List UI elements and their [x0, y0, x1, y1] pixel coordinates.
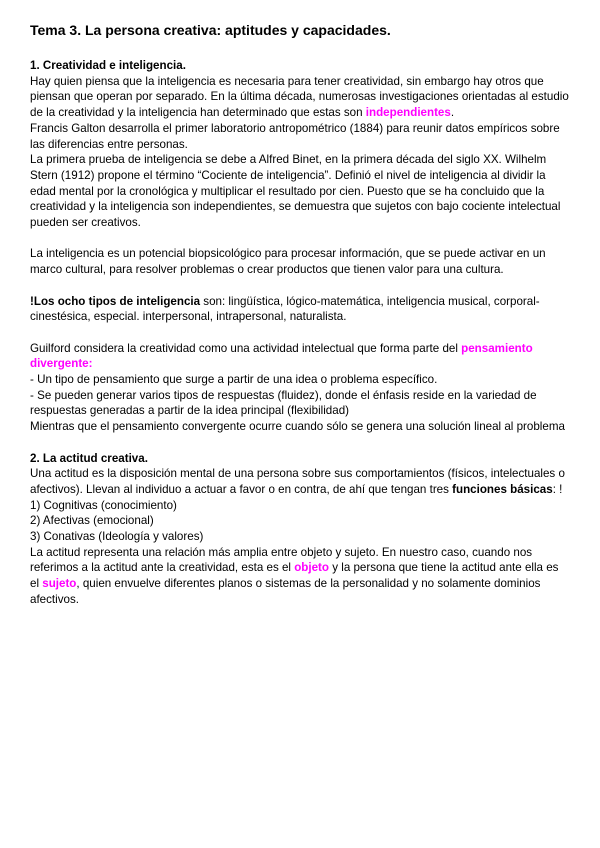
bullet-divergent-1: - Un tipo de pensamiento que surge a partir de una idea o problema específico. — [30, 373, 438, 387]
list-item: 1) Cognitivas (conocimiento) — [30, 498, 177, 512]
paragraph-eight-intelligences: !Los ocho tipos de inteligencia son: lingüística, lógico-matemática, inteligencia musical, corporal-cinestésica, especial. interpersonal, intrapersonal, naturalista. — [30, 294, 540, 324]
list-item: 2) Afectivas (emocional) — [30, 514, 154, 528]
paragraph-guilford: Guilford considera la creatividad como una actividad intelectual que forma parte del pensamiento divergente: — [30, 341, 533, 371]
paragraph-intelligence-definition: La inteligencia es un potencial biopsicológico para procesar información, que se puede activar en un marco cultural, para resolver problemas o crear productos que tienen valor para una cultura. — [30, 247, 546, 277]
bullet-divergent-2: - Se pueden generar varios tipos de respuestas (fluidez), donde el énfasis reside en la variedad de respuestas generadas a partir de la idea principal (flexibilidad) — [30, 388, 537, 418]
highlight-objeto: objeto — [294, 561, 329, 575]
list-item: 3) Conativas (Ideología y valores) — [30, 530, 204, 544]
highlight-independientes: independientes — [365, 106, 451, 120]
highlight-pensamiento-divergente: pensamiento divergente: — [30, 341, 533, 371]
paragraph-binet-stern: La primera prueba de inteligencia se debe a Alfred Binet, en la primera década del siglo XX. Wilhelm Stern (1912) propone el término “Cociente de inteligencia”. Definió el nivel de inteligencia al dividir la edad mental por la cronológica y multiplicar el resultado por cien. Puesto que se ha concluido que la creatividad y la inteligencia son independientes, se demuestra que sujetos con bajo cociente intelectual pueden ser creativos. — [30, 153, 561, 230]
paragraph-object-subject: La actitud representa una relación más amplia entre objeto y sujeto. En nuestro caso, cuando nos referimos a la actitud ante la creatividad, esta es el objeto y la persona que tiene la actitud ante ella es el sujeto, quien envuelve diferentes planos o sistemas de la personalidad y no solamente dominios afectivos. — [30, 545, 559, 606]
paragraph-convergent: Mientras que el pensamiento convergente ocurre cuando sólo se genera una solución lineal al problema — [30, 420, 565, 434]
document-title: Tema 3. La persona creativa: aptitudes y capacidades. — [30, 22, 391, 38]
section-2-heading: 2. La actitud creativa. — [30, 451, 148, 465]
paragraph-creativity-intelligence: Hay quien piensa que la inteligencia es necesaria para tener creatividad, sin embargo hay otros que piensan que operan por separado. En la última década, numerosas investigaciones orientadas al estudio de la creatividad y la inteligencia han determinado que estas son independientes. — [30, 74, 569, 120]
paragraph-galton: Francis Galton desarrolla el primer laboratorio antropométrico (1884) para reunir datos empíricos sobre las diferencias entre personas. — [30, 121, 560, 151]
section-1-heading: 1. Creatividad e inteligencia. — [30, 59, 186, 72]
paragraph-attitude-definition: Una actitud es la disposición mental de una persona sobre sus comportamientos (físicos, intelectuales o afectivos). Llevan al individuo a actuar a favor o en contra, de ahí que tengan tres funciones básicas: ! — [30, 467, 565, 496]
highlight-sujeto: sujeto — [42, 577, 77, 591]
